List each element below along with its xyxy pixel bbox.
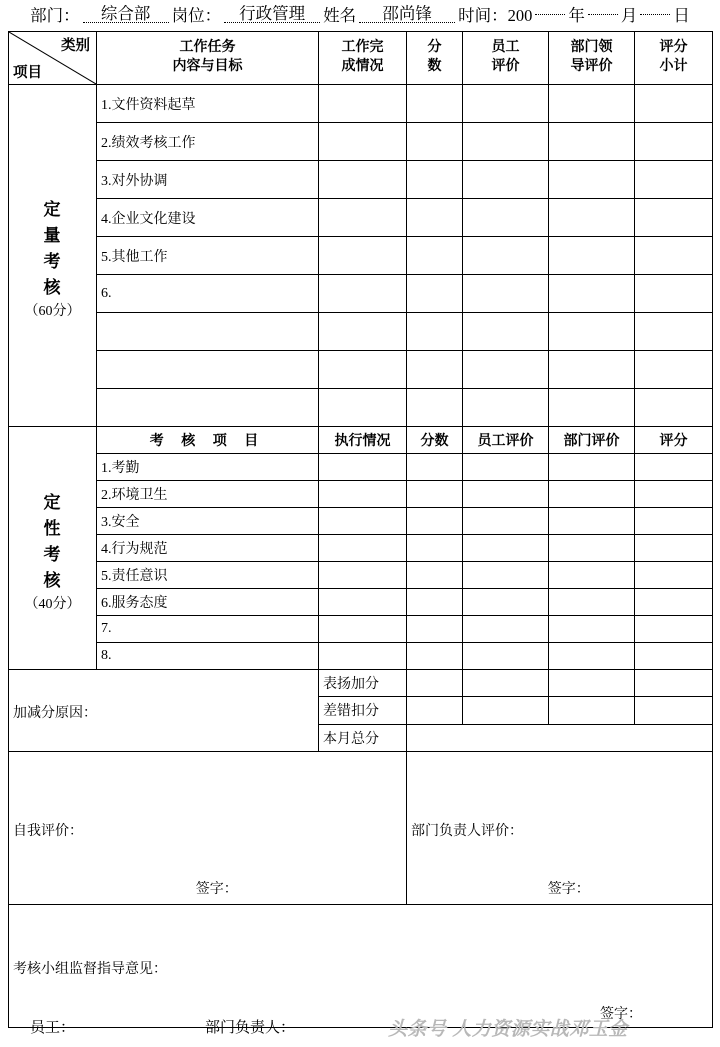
qualitative-item-7[interactable]: 8. [97, 643, 319, 670]
position-value: 行政管理 [224, 5, 320, 23]
qualitative-row-2-cell-2[interactable] [463, 508, 549, 535]
footer-dept-head-label: 部门负责人： [205, 1019, 296, 1036]
group-opinion-row [9, 905, 713, 1028]
qualitative-row-0-cell-2[interactable] [463, 454, 549, 481]
quantitative-row-3-cell-2[interactable] [463, 199, 549, 237]
adjust-label-monthly-total: 本月总分 [319, 724, 407, 751]
group-opinion-label: 考核小组监督指导意见： [13, 962, 167, 977]
qualitative-row [9, 535, 713, 562]
day-label: 日 [673, 6, 690, 25]
qualitative-row-2-cell-0[interactable] [319, 508, 407, 535]
quantitative-row-0-cell-2[interactable] [463, 85, 549, 123]
qualitative-item-1[interactable]: 2.环境卫生 [97, 481, 319, 508]
adjust-error-deduction-cell-1[interactable] [463, 697, 549, 724]
quantitative-row-6-cell-4[interactable] [635, 313, 713, 351]
quantitative-task-3[interactable]: 4.企业文化建设 [97, 199, 319, 237]
qualitative-item-6[interactable]: 7. [97, 616, 319, 643]
quantitative-row-7-cell-4[interactable] [635, 351, 713, 389]
quantitative-row [9, 85, 713, 123]
adjust-label-praise-bonus: 表扬加分 [319, 670, 407, 697]
qualitative-subheader-row [9, 427, 713, 454]
quantitative-row-0-cell-4[interactable] [635, 85, 713, 123]
quantitative-row-8-cell-2[interactable] [463, 389, 549, 427]
header-leader-evaluation [549, 32, 635, 85]
quantitative-row-5-cell-1[interactable] [407, 275, 463, 313]
quantitative-row-4-cell-0[interactable] [319, 237, 407, 275]
qualitative-header-exec: 执行情况 [319, 427, 407, 454]
adjust-error-deduction-cell-3[interactable] [635, 697, 713, 724]
qualitative-row-4-cell-0[interactable] [319, 562, 407, 589]
quantitative-row-8-cell-3[interactable] [549, 389, 635, 427]
qualitative-row-1-cell-3[interactable] [549, 481, 635, 508]
quantitative-row-3-cell-0[interactable] [319, 199, 407, 237]
quantitative-row-3-cell-1[interactable] [407, 199, 463, 237]
qualitative-row-4-cell-4[interactable] [635, 562, 713, 589]
qualitative-row-3-cell-3[interactable] [549, 535, 635, 562]
qualitative-row-7-cell-1[interactable] [407, 643, 463, 670]
header-subtotal-line1: 评分 [659, 40, 688, 56]
qualitative-row-5-cell-4[interactable] [635, 589, 713, 616]
performance-appraisal-table [8, 31, 713, 1028]
qualitative-row-5-cell-1[interactable] [407, 589, 463, 616]
header-task-line1: 工作任务 [179, 40, 236, 56]
header-employee-evaluation [463, 32, 549, 85]
quantitative-row-7-cell-2[interactable] [463, 351, 549, 389]
quantitative-row-5-cell-0[interactable] [319, 275, 407, 313]
qualitative-row-6-cell-4[interactable] [635, 616, 713, 643]
qualitative-row [9, 454, 713, 481]
quantitative-row-2-cell-2[interactable] [463, 161, 549, 199]
day-value [640, 14, 670, 15]
quantitative-row-8-cell-4[interactable] [635, 389, 713, 427]
table-header-row [9, 32, 713, 85]
qualitative-category-char-1: 性 [43, 518, 62, 538]
quantitative-row-8-cell-1[interactable] [407, 389, 463, 427]
quantitative-category-char-3: 核 [43, 278, 62, 297]
quantitative-row-4-cell-2[interactable] [463, 237, 549, 275]
quantitative-row [9, 161, 713, 199]
adjust-label-error-deduction: 差错扣分 [319, 697, 407, 724]
header-task-line2: 内容与目标 [172, 59, 243, 74]
quantitative-row-1-cell-4[interactable] [635, 123, 713, 161]
qualitative-row-3-cell-2[interactable] [463, 535, 549, 562]
qualitative-row-7-cell-3[interactable] [549, 643, 635, 670]
adjust-error-deduction-cell-0[interactable] [407, 697, 463, 724]
dept-head-evaluation-cell-label: 部门负责人评价： [411, 824, 523, 839]
quantitative-row [9, 199, 713, 237]
quantitative-row [9, 313, 713, 351]
qualitative-row-6-cell-1[interactable] [407, 616, 463, 643]
quantitative-task-4[interactable]: 5.其他工作 [97, 237, 319, 275]
qualitative-row [9, 481, 713, 508]
qualitative-row [9, 589, 713, 616]
adjust-praise-bonus-cell-0[interactable] [407, 670, 463, 697]
qualitative-row-5-cell-3[interactable] [549, 589, 635, 616]
qualitative-row-3-cell-4[interactable] [635, 535, 713, 562]
group-opinion-cell[interactable] [9, 905, 713, 1028]
quantitative-row-1-cell-3[interactable] [549, 123, 635, 161]
quantitative-row-2-cell-3[interactable] [549, 161, 635, 199]
footer-employee-label: 员工： [30, 1019, 76, 1036]
quantitative-row-0-cell-3[interactable] [549, 85, 635, 123]
dept-head-evaluation-cell-signature[interactable]: 签字： [547, 882, 590, 897]
qualitative-category-char-2: 考 [43, 544, 62, 564]
qualitative-row-5-cell-0[interactable] [319, 589, 407, 616]
header-score-line2: 数 [427, 59, 442, 74]
qualitative-category-char-0: 定 [43, 492, 62, 512]
quantitative-row-5-cell-3[interactable] [549, 275, 635, 313]
adjust-praise-bonus-cell-3[interactable] [635, 670, 713, 697]
header-score-line1: 分 [427, 40, 442, 56]
header-completion-line1: 工作完 [341, 40, 384, 56]
qualitative-category-char-3: 核 [43, 570, 62, 590]
quantitative-row-7-cell-0[interactable] [319, 351, 407, 389]
quantitative-row-2-cell-1[interactable] [407, 161, 463, 199]
qualitative-row-3-cell-0[interactable] [319, 535, 407, 562]
name-value: 邵尚锋 [359, 5, 455, 23]
qualitative-row-4-cell-3[interactable] [549, 562, 635, 589]
adjust-error-deduction-cell-2[interactable] [549, 697, 635, 724]
qualitative-row-2-cell-3[interactable] [549, 508, 635, 535]
quantitative-row-6-cell-0[interactable] [319, 313, 407, 351]
name-label: 姓名 [323, 6, 357, 25]
department-label: 部门： [30, 6, 80, 25]
quantitative-row-6-cell-1[interactable] [407, 313, 463, 351]
signature-footer [8, 1013, 712, 1039]
quantitative-row-4-cell-1[interactable] [407, 237, 463, 275]
qualitative-category [9, 427, 97, 670]
quantitative-row [9, 237, 713, 275]
qualitative-row-4-cell-2[interactable] [463, 562, 549, 589]
quantitative-task-1[interactable]: 2.绩效考核工作 [97, 123, 319, 161]
qualitative-row-7-cell-0[interactable] [319, 643, 407, 670]
header-completion [319, 32, 407, 85]
qualitative-row-1-cell-4[interactable] [635, 481, 713, 508]
adjust-value-monthly-total[interactable] [407, 724, 713, 751]
qualitative-row [9, 508, 713, 535]
dept-head-evaluation-cell[interactable] [407, 752, 713, 905]
header-completion-line2: 成情况 [341, 59, 384, 74]
qualitative-row-6-cell-3[interactable] [549, 616, 635, 643]
corner-diagonal-cell [9, 32, 97, 85]
quantitative-task-7[interactable] [97, 351, 319, 389]
header-score [407, 32, 463, 85]
quantitative-task-8[interactable] [97, 389, 319, 427]
quantitative-row-5-cell-2[interactable] [463, 275, 549, 313]
header-leader-line2: 导评价 [570, 59, 613, 74]
qualitative-header-score: 分数 [407, 427, 463, 454]
qualitative-row [9, 616, 713, 643]
quantitative-row-1-cell-0[interactable] [319, 123, 407, 161]
quantitative-category-char-1: 量 [43, 226, 62, 245]
quantitative-category [9, 85, 97, 427]
qualitative-item-4[interactable]: 5.责任意识 [97, 562, 319, 589]
quantitative-task-5[interactable]: 6. [97, 275, 319, 313]
qualitative-row-5-cell-2[interactable] [463, 589, 549, 616]
year-value [535, 14, 565, 15]
quantitative-category-points: （60分） [24, 304, 81, 319]
qualitative-row-2-cell-1[interactable] [407, 508, 463, 535]
quantitative-row-5-cell-4[interactable] [635, 275, 713, 313]
quantitative-row-1-cell-1[interactable] [407, 123, 463, 161]
quantitative-task-0[interactable]: 1.文件资料起草 [97, 85, 319, 123]
qualitative-item-3[interactable]: 4.行为规范 [97, 535, 319, 562]
header-task-content [97, 32, 319, 85]
evaluation-row [9, 752, 713, 905]
corner-category-label: 类别 [61, 38, 90, 54]
qualitative-item-5[interactable]: 6.服务态度 [97, 589, 319, 616]
qualitative-row-6-cell-2[interactable] [463, 616, 549, 643]
quantitative-row-6-cell-3[interactable] [549, 313, 635, 351]
quantitative-row-0-cell-0[interactable] [319, 85, 407, 123]
qualitative-header-rating: 评分 [635, 427, 713, 454]
qualitative-row-1-cell-2[interactable] [463, 481, 549, 508]
quantitative-category-char-0: 定 [43, 200, 62, 219]
header-subtotal-line2: 小计 [659, 59, 688, 74]
quantitative-row-7-cell-1[interactable] [407, 351, 463, 389]
qualitative-row-2-cell-4[interactable] [635, 508, 713, 535]
self-evaluation-cell-signature[interactable]: 签字： [195, 882, 238, 897]
qualitative-header-item: 考 核 项 目 [97, 427, 319, 454]
qualitative-row-7-cell-4[interactable] [635, 643, 713, 670]
quantitative-row [9, 123, 713, 161]
header-employee-line2: 评价 [491, 59, 520, 74]
header-subtotal [635, 32, 713, 85]
quantitative-row-4-cell-3[interactable] [549, 237, 635, 275]
quantitative-row-0-cell-1[interactable] [407, 85, 463, 123]
header-employee-line1: 员工 [491, 40, 520, 56]
qualitative-item-0[interactable]: 1.考勤 [97, 454, 319, 481]
qualitative-row-1-cell-0[interactable] [319, 481, 407, 508]
watermark-text: 头条号 人力资源实战邓玉金 [388, 1019, 628, 1040]
header-leader-line1: 部门领 [570, 40, 613, 56]
quantitative-row [9, 275, 713, 313]
quantitative-row-7-cell-3[interactable] [549, 351, 635, 389]
quantitative-row-2-cell-0[interactable] [319, 161, 407, 199]
quantitative-row-4-cell-4[interactable] [635, 237, 713, 275]
qualitative-item-2[interactable]: 3.安全 [97, 508, 319, 535]
quantitative-row-3-cell-3[interactable] [549, 199, 635, 237]
adjust-row-praise-bonus [9, 670, 713, 697]
department-value: 综合部 [83, 5, 169, 23]
quantitative-category-char-2: 考 [43, 252, 62, 271]
group-opinion-signature[interactable]: 签字： [600, 1007, 642, 1022]
month-value [588, 14, 618, 15]
adjust-praise-bonus-cell-2[interactable] [549, 670, 635, 697]
qualitative-row [9, 562, 713, 589]
qualitative-header-employee: 员工评价 [463, 427, 549, 454]
quantitative-row-6-cell-2[interactable] [463, 313, 549, 351]
self-evaluation-cell[interactable] [9, 752, 407, 905]
corner-item-label: 项目 [13, 65, 42, 81]
qualitative-row [9, 643, 713, 670]
quantitative-row-3-cell-4[interactable] [635, 199, 713, 237]
quantitative-row-2-cell-4[interactable] [635, 161, 713, 199]
document-meta-line [0, 0, 720, 28]
qualitative-row-0-cell-3[interactable] [549, 454, 635, 481]
qualitative-row-0-cell-0[interactable] [319, 454, 407, 481]
position-label: 岗位： [171, 6, 222, 25]
qualitative-row-4-cell-1[interactable] [407, 562, 463, 589]
time-label: 时间：200 [458, 6, 533, 25]
qualitative-row-1-cell-1[interactable] [407, 481, 463, 508]
qualitative-category-points: （40分） [24, 596, 81, 612]
adjust-reason-cell[interactable]: 加减分原因： [9, 670, 319, 752]
quantitative-row-8-cell-0[interactable] [319, 389, 407, 427]
year-label: 年 [568, 6, 585, 25]
adjust-praise-bonus-cell-1[interactable] [463, 670, 549, 697]
quantitative-row [9, 389, 713, 427]
qualitative-row-6-cell-0[interactable] [319, 616, 407, 643]
quantitative-row-1-cell-2[interactable] [463, 123, 549, 161]
quantitative-task-6[interactable] [97, 313, 319, 351]
qualitative-row-7-cell-2[interactable] [463, 643, 549, 670]
self-evaluation-cell-label: 自我评价： [13, 824, 83, 839]
qualitative-row-0-cell-1[interactable] [407, 454, 463, 481]
qualitative-row-3-cell-1[interactable] [407, 535, 463, 562]
month-label: 月 [620, 6, 638, 25]
quantitative-task-2[interactable]: 3.对外协调 [97, 161, 319, 199]
qualitative-row-0-cell-4[interactable] [635, 454, 713, 481]
quantitative-row [9, 351, 713, 389]
qualitative-header-dept: 部门评价 [549, 427, 635, 454]
